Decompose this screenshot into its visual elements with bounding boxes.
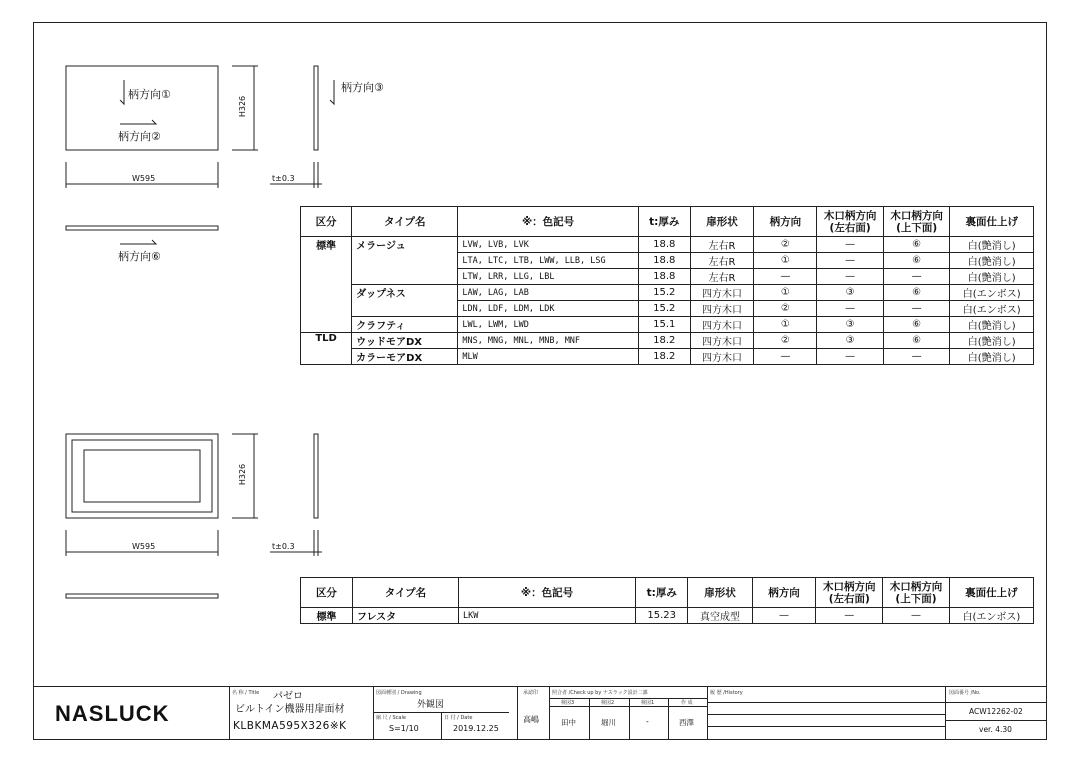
table-header: 扉形状 bbox=[690, 207, 754, 237]
table-cell-dir: — bbox=[754, 269, 817, 285]
table-header: 木口柄方向 (左右面) bbox=[817, 207, 884, 237]
checker-name: 堀川 bbox=[601, 718, 616, 727]
table-cell-t: 18.8 bbox=[638, 253, 690, 269]
table-cell-dir: — bbox=[752, 608, 816, 624]
drawing-type: 外観図 bbox=[417, 700, 445, 710]
table-cell-edge-tb: ⑥ bbox=[883, 237, 950, 253]
table-header: ※：色記号 bbox=[459, 578, 636, 608]
spec-table-2 bbox=[300, 577, 1034, 624]
table-cell-back: 白(エンボス) bbox=[949, 608, 1033, 624]
table-cell-shape: 四方木口 bbox=[690, 317, 754, 333]
pattern-dir-2-label: 柄方向② bbox=[118, 130, 161, 143]
table-cell-dir: ② bbox=[754, 237, 817, 253]
version: ver. 4.30 bbox=[979, 725, 1012, 734]
table-cell-colors: LWL, LWM, LWD bbox=[458, 317, 638, 333]
table-header: 裏面仕上げ bbox=[950, 207, 1034, 237]
table-header: t:厚み bbox=[638, 207, 690, 237]
table-cell-back: 白(艶消し) bbox=[950, 237, 1034, 253]
table-cell-edge-lr: — bbox=[817, 237, 884, 253]
width-dim-label: W595 bbox=[132, 174, 156, 183]
table-header: 柄方向 bbox=[752, 578, 816, 608]
table-cell-edge-lr: — bbox=[816, 608, 883, 624]
table-cell-category: 標準 bbox=[301, 608, 353, 624]
company-logo: NASLUCK bbox=[55, 701, 170, 726]
table-cell-back: 白(艶消し) bbox=[950, 349, 1034, 365]
table-cell-back: 白(艶消し) bbox=[950, 253, 1034, 269]
table-row bbox=[301, 608, 1034, 624]
table-cell-colors: LVW, LVB, LVK bbox=[458, 237, 638, 253]
table-cell-t: 18.8 bbox=[638, 237, 690, 253]
scale-label: 縮 尺 / Scale bbox=[376, 715, 406, 721]
table-header: タイプ名 bbox=[352, 578, 458, 608]
table-header: 木口柄方向 (左右面) bbox=[816, 578, 883, 608]
pattern-arrow-6 bbox=[120, 240, 156, 244]
front-panel-view-bottom bbox=[66, 434, 218, 518]
pattern-dir-1-label: 柄方向① bbox=[128, 88, 171, 101]
table-cell-type: フレスタ bbox=[352, 608, 458, 624]
table-cell-shape: 左右R bbox=[690, 237, 754, 253]
table-cell-type: ダップネス bbox=[352, 285, 458, 317]
drawing-number: ACW12262-02 bbox=[969, 707, 1023, 716]
history-label: 履 歴 /History bbox=[710, 690, 743, 696]
check-col-label: 作 成 bbox=[681, 700, 693, 706]
checker-name: - bbox=[646, 717, 649, 726]
table-header: 区分 bbox=[301, 207, 352, 237]
table-cell-edge-lr: — bbox=[817, 253, 884, 269]
table-header: 区分 bbox=[301, 578, 353, 608]
check-col-label: 検図1 bbox=[641, 700, 655, 706]
title-sub: ビルトイン機器用扉面材 bbox=[235, 704, 345, 715]
table-cell-dir: ② bbox=[754, 301, 817, 317]
table-cell-colors: LAW, LAG, LAB bbox=[458, 285, 638, 301]
pattern-arrow-2 bbox=[120, 120, 156, 124]
thickness-dim-label-2: t±0.3 bbox=[272, 542, 295, 551]
table-cell-edge-lr: ③ bbox=[817, 317, 884, 333]
table-header: ※：色記号 bbox=[458, 207, 638, 237]
title-main: パゼロ bbox=[273, 691, 303, 702]
width-dim-label-2: W595 bbox=[132, 542, 156, 551]
side-panel-view-top bbox=[314, 66, 318, 150]
table-cell-category: TLD bbox=[301, 333, 352, 365]
height-dim-label: H326 bbox=[238, 95, 248, 118]
table-cell-edge-tb: ⑥ bbox=[883, 253, 950, 269]
number-label: 図面番号 /No. bbox=[949, 690, 981, 696]
table-header: 木口柄方向 (上下面) bbox=[883, 207, 950, 237]
title-label: 名 称 / Title bbox=[232, 690, 260, 696]
table-cell-type: クラフティ bbox=[352, 317, 458, 333]
drawing-label: 図面種別 / Drawing bbox=[376, 690, 422, 696]
date-label: 日 付 / Date bbox=[444, 715, 473, 721]
table-cell-shape: 左右R bbox=[690, 269, 754, 285]
table-cell-shape: 真空成型 bbox=[688, 608, 752, 624]
table-cell-t: 18.8 bbox=[638, 269, 690, 285]
table-cell-colors: MLW bbox=[458, 349, 638, 365]
scale-value: S=1/10 bbox=[389, 724, 419, 733]
table-cell-type: メラージュ bbox=[352, 237, 458, 285]
table-cell-edge-tb: ⑥ bbox=[883, 317, 950, 333]
pattern-arrow-1 bbox=[120, 80, 124, 104]
bottom-edge-view bbox=[66, 594, 218, 598]
table-header: 裏面仕上げ bbox=[949, 578, 1033, 608]
table-cell-type: ウッドモアDX bbox=[352, 333, 458, 349]
table-cell-edge-lr: — bbox=[817, 301, 884, 317]
check-col-label: 検図2 bbox=[601, 700, 615, 706]
table-cell-edge-tb: — bbox=[883, 349, 950, 365]
table-header: 木口柄方向 (上下面) bbox=[883, 578, 950, 608]
pattern-dir-3-label: 柄方向③ bbox=[341, 81, 384, 94]
table-cell-shape: 四方木口 bbox=[690, 349, 754, 365]
table-cell-shape: 四方木口 bbox=[690, 285, 754, 301]
table-cell-dir: ② bbox=[754, 333, 817, 349]
side-panel-view-bottom bbox=[314, 434, 318, 518]
table-cell-back: 白(艶消し) bbox=[950, 269, 1034, 285]
table-cell-edge-lr: ③ bbox=[817, 333, 884, 349]
table-row bbox=[301, 237, 1034, 253]
check-label: 照合者 /Check up by ナスラック設計二課 bbox=[552, 690, 648, 696]
top-edge-view bbox=[66, 226, 218, 230]
table-cell-type: カラーモアDX bbox=[352, 349, 458, 365]
spec-table-1 bbox=[300, 206, 1034, 365]
table-cell-dir: ① bbox=[754, 317, 817, 333]
table-cell-dir: ① bbox=[754, 253, 817, 269]
checker-name: 西澤 bbox=[679, 718, 694, 727]
approved-label: 承認印 bbox=[523, 690, 539, 696]
table-cell-colors: LKW bbox=[459, 608, 636, 624]
height-dim-label-2: H326 bbox=[238, 463, 248, 486]
table-cell-edge-tb: — bbox=[883, 608, 950, 624]
table-cell-edge-tb: — bbox=[883, 269, 950, 285]
table-cell-dir: ① bbox=[754, 285, 817, 301]
table-cell-edge-tb: — bbox=[883, 301, 950, 317]
table-cell-back: 白(エンボス) bbox=[950, 285, 1034, 301]
panel-bevel-outer bbox=[72, 440, 212, 512]
table-cell-t: 15.23 bbox=[636, 608, 688, 624]
table-row bbox=[301, 349, 1034, 365]
table-cell-shape: 左右R bbox=[690, 253, 754, 269]
table-cell-edge-tb: ⑥ bbox=[883, 333, 950, 349]
checker-name: 田中 bbox=[561, 718, 576, 727]
check-col-label: 検図3 bbox=[561, 700, 575, 706]
table-header: 柄方向 bbox=[754, 207, 817, 237]
approver-name: 高嶋 bbox=[523, 715, 539, 724]
table-cell-t: 15.1 bbox=[638, 317, 690, 333]
table-cell-colors: LTW, LRR, LLG, LBL bbox=[458, 269, 638, 285]
table-header: 扉形状 bbox=[688, 578, 752, 608]
table-header: t:厚み bbox=[636, 578, 688, 608]
table-header: タイプ名 bbox=[352, 207, 458, 237]
table-cell-edge-tb: ⑥ bbox=[883, 285, 950, 301]
table-cell-t: 18.2 bbox=[638, 349, 690, 365]
table-cell-category: 標準 bbox=[301, 237, 352, 333]
pattern-arrow-3 bbox=[330, 80, 334, 104]
table-cell-back: 白(艶消し) bbox=[950, 333, 1034, 349]
table-cell-t: 15.2 bbox=[638, 301, 690, 317]
thickness-dim-label: t±0.3 bbox=[272, 174, 295, 183]
table-row bbox=[301, 317, 1034, 333]
table-cell-back: 白(艶消し) bbox=[950, 317, 1034, 333]
table-cell-t: 15.2 bbox=[638, 285, 690, 301]
table-cell-t: 18.2 bbox=[638, 333, 690, 349]
panel-recess bbox=[84, 450, 200, 502]
table-cell-edge-lr: — bbox=[817, 349, 884, 365]
table-cell-edge-lr: ③ bbox=[817, 285, 884, 301]
table-cell-colors: LTA, LTC, LTB, LWW, LLB, LSG bbox=[458, 253, 638, 269]
date-value: 2019.12.25 bbox=[453, 724, 499, 733]
model-number: KLBKMA595X326※K bbox=[233, 720, 347, 732]
table-row bbox=[301, 285, 1034, 301]
table-cell-back: 白(エンボス) bbox=[950, 301, 1034, 317]
pattern-dir-6-label: 柄方向⑥ bbox=[118, 250, 161, 263]
title-block bbox=[33, 686, 1047, 740]
table-cell-shape: 四方木口 bbox=[690, 333, 754, 349]
table-row bbox=[301, 333, 1034, 349]
table-cell-colors: LDN, LDF, LDM, LDK bbox=[458, 301, 638, 317]
table-cell-shape: 四方木口 bbox=[690, 301, 754, 317]
table-cell-dir: — bbox=[754, 349, 817, 365]
table-cell-colors: MNS, MNG, MNL, MNB, MNF bbox=[458, 333, 638, 349]
table-cell-edge-lr: — bbox=[817, 269, 884, 285]
